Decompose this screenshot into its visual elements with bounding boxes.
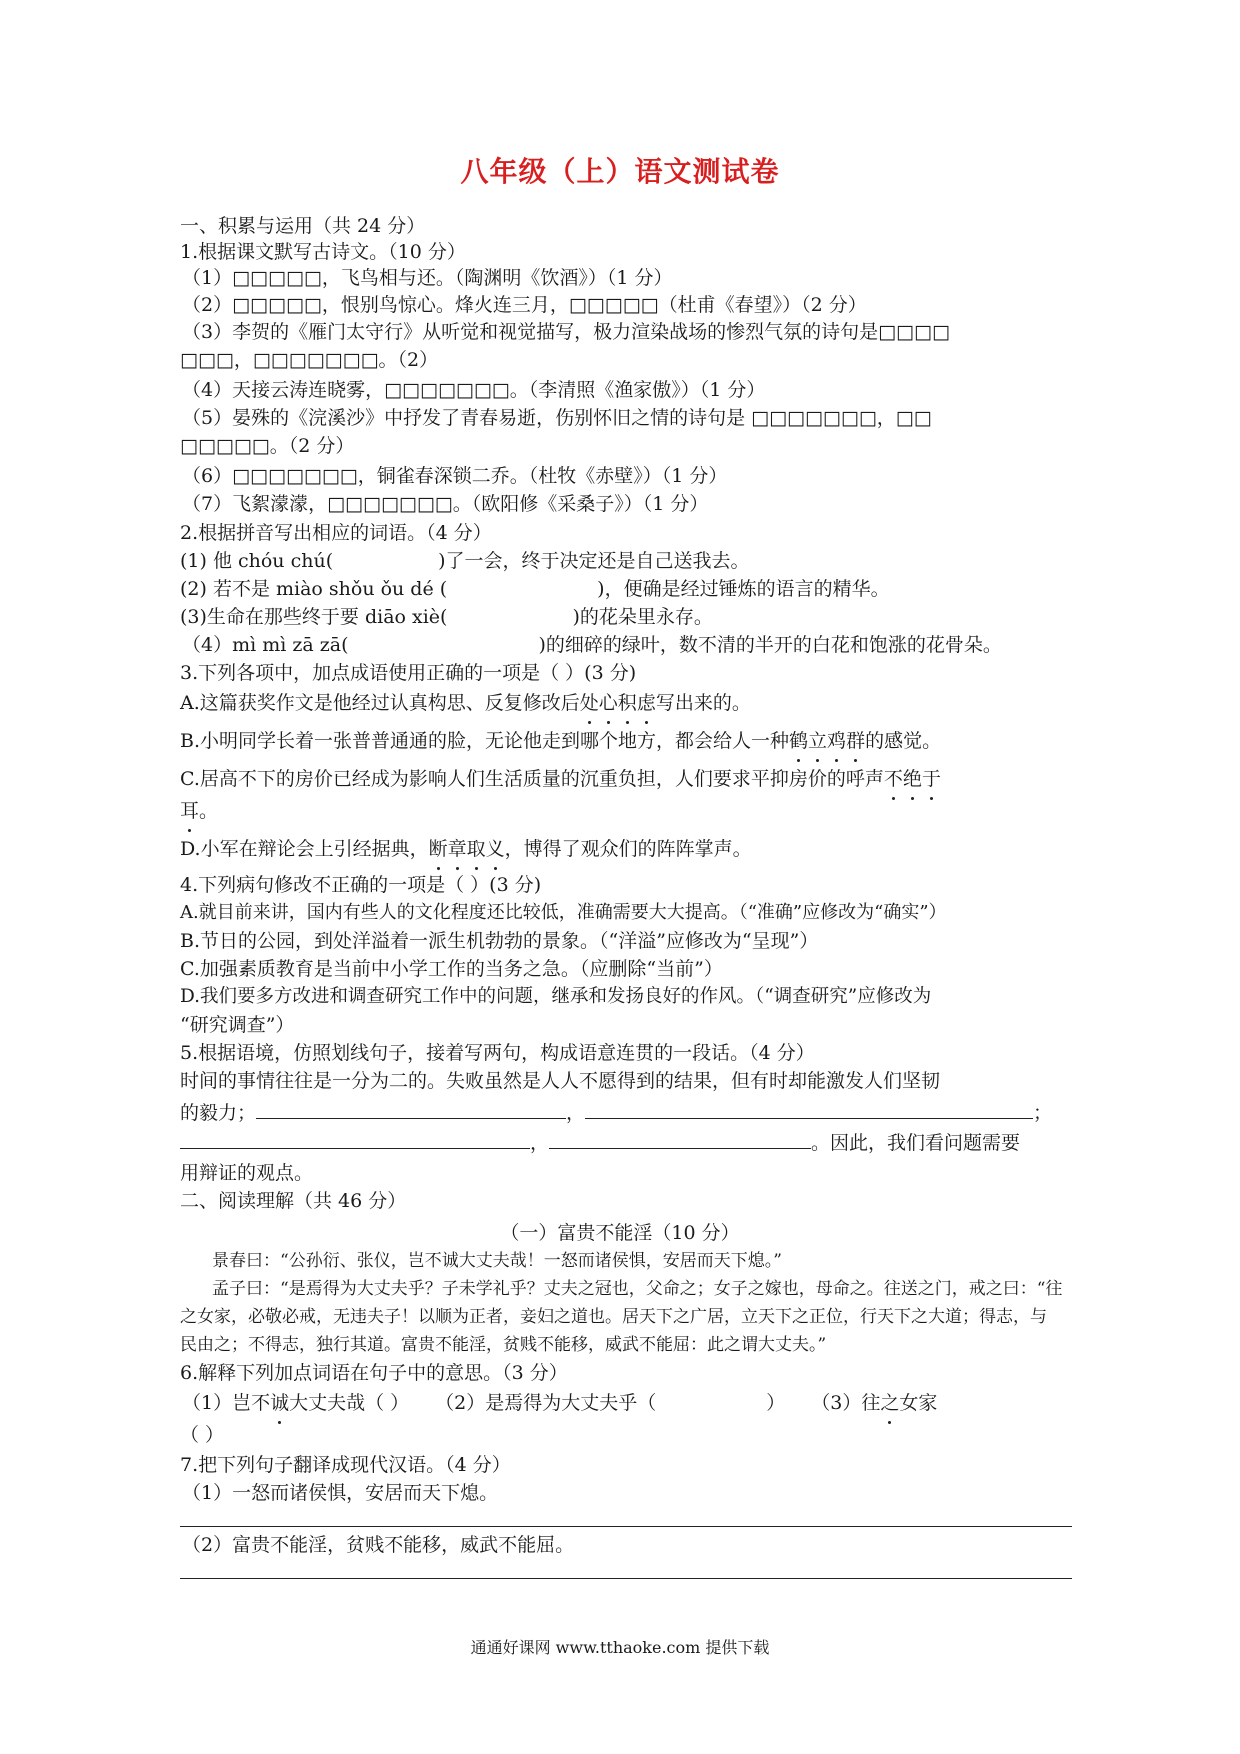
q6-item-1-pre: 岂不 <box>232 1392 271 1414</box>
q5-line-2-text: 的毅力； <box>180 1102 257 1124</box>
q3-option-d <box>180 836 752 862</box>
q5-blank-4[interactable] <box>549 1130 811 1149</box>
q3-a-text: A.这篇获奖作文是他经过认真构思、反复修改后 <box>180 692 580 714</box>
q2-item-2 <box>180 576 890 602</box>
emphasis-char: 绝 <box>902 768 922 790</box>
q2-item-4-pre: （4）mì mì zā zā( <box>182 634 349 656</box>
passage-para-2-cont: 之女家，必敬必戒，无违夫子！以顺为正者，妾妇之道也。居天下之广居，立天下之正位，行天下之大道；得志，与 <box>180 1307 1047 1327</box>
emphasis-char: 之 <box>880 1392 900 1414</box>
q4-option-b: B.节日的公园，到处洋溢着一派生机勃勃的景象。（“洋溢”应修改为“呈现”） <box>180 930 819 952</box>
emphasis-char: 耳 <box>180 800 200 822</box>
q3-a-dotted-idiom <box>580 692 656 714</box>
q4-option-d: D.我们要多方改进和调查研究工作中的问题，继承和发扬良好的作风。（“调查研究”应修改为 <box>180 986 932 1007</box>
q2-item-1-post: )了一会，终于决定还是自己送我去。 <box>438 550 750 572</box>
passage-para-1: 景春曰：“公孙衍、张仪，岂不诚大丈夫哉！一怒而诸侯惧，安居而天下熄。” <box>212 1251 782 1271</box>
q7-item-1: （1）一怒而诸侯惧，安居而天下熄。 <box>182 1482 499 1504</box>
q5-line-2 <box>180 1100 1052 1126</box>
emphasis-char: 积 <box>617 692 637 714</box>
emphasis-char: 不 <box>883 768 903 790</box>
q1-item-5a: （5）晏殊的《浣溪沙》中抒发了青春易逝，伤别怀旧之情的诗句是 □□□□□□□，□□ <box>182 407 932 429</box>
q2-item-3 <box>180 604 713 630</box>
q6-item-2-post: ） <box>766 1392 786 1414</box>
q2-item-1-pre: (1) 他 chóu chú( <box>180 550 334 572</box>
emphasis-char: 群 <box>846 730 866 752</box>
section-2-heading: 二、阅读理解（共 46 分） <box>180 1190 407 1212</box>
q6-item-3-post: 女家 <box>899 1392 938 1414</box>
q6-stem: 6.解释下列加点词语在句子中的意思。（3 分） <box>180 1362 568 1384</box>
emphasis-char: 诚 <box>270 1392 290 1414</box>
q3-c-dotted-idiom <box>884 768 941 790</box>
q6-item-3-pre: （3）往 <box>811 1392 881 1414</box>
q6-item-1-post: 大丈夫哉（ ） <box>289 1392 410 1414</box>
q5-line-4: 用辩证的观点。 <box>180 1162 314 1184</box>
q1-item-3a: （3）李贺的《雁门太守行》从听觉和视觉描写，极力渲染战场的惨烈气氛的诗句是□□□□ <box>182 321 950 343</box>
q4-option-d-cont: “研究调查”） <box>180 1014 295 1036</box>
q1-item-7: （7）飞絮濛濛，□□□□□□□。（欧阳修《采桑子》）（1 分） <box>182 493 709 515</box>
emphasis-char: 章 <box>447 838 467 860</box>
q3-option-a <box>180 690 751 716</box>
q1-item-4: （4）天接云涛连晓雾，□□□□□□□。（李清照《渔家傲》）（1 分） <box>182 379 766 401</box>
q5-blank-1[interactable] <box>256 1100 566 1119</box>
q3-stem: 3.下列各项中，加点成语使用正确的一项是（ ）(3 分) <box>180 662 637 684</box>
footer-source: 通通好课网 www.tthaoke.com 提供下载 <box>470 1638 770 1657</box>
passage-para-2: 孟子曰：“是焉得为大丈夫乎？子未学礼乎？丈夫之冠也，父命之；女子之嫁也，母命之。往送之门，戒之曰：“往 <box>212 1279 1063 1299</box>
q3-c-period: 。 <box>199 800 219 822</box>
q3-b-text: B.小明同学长着一张普普通通的脸，无论他走到哪个地方，都会给人一种 <box>180 730 790 752</box>
answer-line-2[interactable] <box>180 1578 1072 1579</box>
q5-line-1: 时间的事情往往是一分为二的。失败虽然是人人不愿得到的结果，但有时却能激发人们坚韧 <box>180 1070 941 1092</box>
q1-stem: 1.根据课文默写古诗文。（10 分） <box>180 241 466 263</box>
section-1-heading: 一、积累与运用（共 24 分） <box>180 215 426 237</box>
q7-stem: 7.把下列句子翻译成现代汉语。（4 分） <box>180 1454 511 1476</box>
emphasis-char: 于 <box>921 768 941 790</box>
emphasis-char: 鸡 <box>827 730 847 752</box>
q2-stem: 2.根据拼音写出相应的词语。（4 分） <box>180 522 492 544</box>
q2-item-4-post: )的细碎的绿叶，数不清的半开的白花和饱涨的花骨朵。 <box>538 634 1002 656</box>
q5-comma-2: ， <box>530 1132 550 1154</box>
q2-item-2-pre: (2) 若不是 miào shǒu ǒu dé ( <box>180 578 448 600</box>
q3-option-c-cont <box>180 798 218 824</box>
emphasis-char: 立 <box>808 730 828 752</box>
emphasis-char: 心 <box>598 692 618 714</box>
q3-a-text-end: 写出来的。 <box>655 692 751 714</box>
q1-item-1: （1）□□□□□，飞鸟相与还。（陶渊明《饮酒》）（1 分） <box>182 267 673 289</box>
answer-line-1[interactable] <box>180 1526 1072 1527</box>
page-title: 八年级（上）语文测试卷 <box>460 155 780 188</box>
q1-item-5b: □□□□□。（2 分） <box>180 435 355 457</box>
q5-blank-3[interactable] <box>180 1130 530 1149</box>
q3-option-b <box>180 728 941 754</box>
q1-item-3b: □□□，□□□□□□□。（2） <box>180 349 439 371</box>
q5-stem: 5.根据语境，仿照划线句子，接着写两句，构成语意连贯的一段话。（4 分） <box>180 1042 815 1064</box>
emphasis-char: 断 <box>428 838 448 860</box>
q2-item-1 <box>180 548 750 574</box>
q6-item-1-num: （1） <box>182 1392 233 1414</box>
q1-item-6: （6）□□□□□□□，铜雀春深锁二乔。（杜牧《赤壁》）（1 分） <box>182 465 728 487</box>
q5-comma-1: ， <box>566 1102 586 1124</box>
q3-d-dotted-idiom <box>429 838 505 860</box>
q4-option-a: A.就目前来讲，国内有些人的文化程度还比较低，准确需要大大提高。（“准确”应修改为“确实”） <box>180 902 947 923</box>
q4-option-c: C.加强素质教育是当前中小学工作的当务之急。（应删除“当前”） <box>180 958 723 980</box>
q3-b-dotted-idiom <box>789 730 865 752</box>
emphasis-char: 义 <box>485 838 505 860</box>
q5-line-3 <box>180 1130 1020 1156</box>
q2-item-3-pre: (3)生命在那些终于要 diāo xiè( <box>180 606 448 628</box>
q7-item-2: （2）富贵不能淫，贫贱不能移，威武不能屈。 <box>182 1534 575 1556</box>
q4-stem: 4.下列病句修改不正确的一项是（ ）(3 分) <box>180 874 542 896</box>
q6-items <box>182 1390 937 1416</box>
q5-line-3-text: 。因此，我们看问题需要 <box>811 1132 1021 1154</box>
q6-item-1-dotted <box>270 1392 289 1414</box>
q2-item-3-post: )的花朵里永存。 <box>572 606 713 628</box>
q2-item-2-post: )，便确是经过锤炼的语言的精华。 <box>597 578 890 600</box>
q3-option-c <box>180 766 941 792</box>
q6-item-3-paren: （ ） <box>180 1424 225 1446</box>
q3-b-text-end: 的感觉。 <box>865 730 942 752</box>
q3-d-text-end: ，博得了观众们的阵阵掌声。 <box>504 838 752 860</box>
q6-item-3-dotted <box>880 1392 899 1414</box>
emphasis-char: 鹤 <box>789 730 809 752</box>
q2-item-4 <box>182 632 1002 658</box>
q5-blank-2[interactable] <box>585 1100 1033 1119</box>
q3-c-text: C.居高不下的房价已经成为影响人们生活质量的沉重负担，人们要求平抑房价的呼声 <box>180 768 884 790</box>
q5-semicolon: ； <box>1033 1102 1053 1124</box>
q3-c-dotted-idiom-end <box>180 800 199 822</box>
passage-para-2-end: 民由之；不得志，独行其道。富贵不能淫，贫贱不能移，威武不能屈：此之谓大丈夫。” <box>180 1335 827 1355</box>
q3-d-text: D.小军在辩论会上引经据典， <box>180 838 429 860</box>
q1-item-2: （2）□□□□□，恨别鸟惊心。烽火连三月，□□□□□（杜甫《春望》）（2 分） <box>182 294 867 316</box>
emphasis-char: 取 <box>466 838 486 860</box>
emphasis-char: 处 <box>579 692 599 714</box>
emphasis-char: 虑 <box>636 692 656 714</box>
passage-title: （一）富贵不能淫（10 分） <box>500 1222 740 1244</box>
q6-item-2-pre: （2）是焉得为大丈夫乎（ <box>435 1392 657 1414</box>
